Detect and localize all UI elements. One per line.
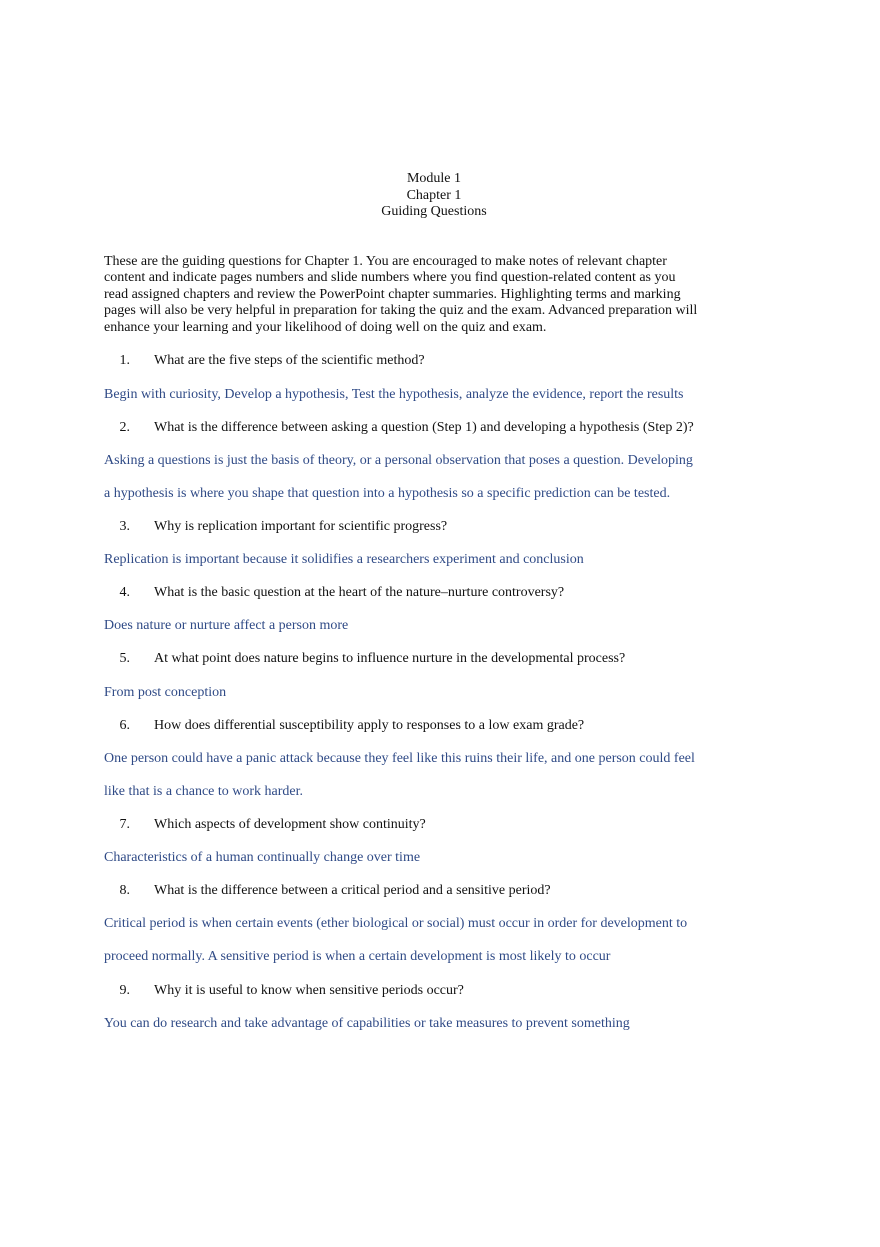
question-number: 8. — [119, 883, 130, 898]
question-text: At what point does nature begins to influence nurture in the developmental process? — [154, 651, 626, 666]
question-text: Why it is useful to know when sensitive periods occur? — [154, 983, 464, 998]
question-9 — [104, 982, 744, 1000]
question-number: 3. — [119, 519, 130, 534]
question-7 — [104, 816, 744, 834]
answer-9: You can do research and take advantage of capabilities or take measures to prevent something — [104, 1016, 630, 1031]
question-text: What is the difference between a critical period and a sensitive period? — [154, 883, 551, 898]
question-1 — [104, 352, 744, 370]
question-text: Which aspects of development show continuity? — [154, 817, 426, 832]
question-number: 1. — [119, 353, 130, 368]
question-text: How does differential susceptibility apply to responses to a low exam grade? — [154, 718, 585, 733]
question-8 — [104, 882, 744, 900]
question-5 — [104, 650, 744, 668]
question-2 — [104, 419, 744, 437]
answer-6-line-1: One person could have a panic attack because they feel like this ruins their life, and one person could feel — [104, 751, 695, 766]
answer-3: Replication is important because it solidifies a researchers experiment and conclusion — [104, 552, 584, 567]
answer-5: From post conception — [104, 685, 227, 700]
document-header — [0, 171, 868, 221]
question-text: Why is replication important for scientific progress? — [154, 519, 448, 534]
intro-line: read assigned chapters and review the PowerPoint chapter summaries. Highlighting terms and marking — [104, 286, 681, 302]
intro-line: These are the guiding questions for Chapter 1. You are encouraged to make notes of relevant chapter — [104, 254, 667, 269]
answer-8-line-2: proceed normally. A sensitive period is when a certain development is most likely to occur — [104, 949, 611, 964]
question-number: 6. — [119, 718, 130, 733]
question-text: What is the basic question at the heart of the nature–nurture controversy? — [154, 585, 565, 600]
question-text: What is the difference between asking a question (Step 1) and developing a hypothesis (Step 2)? — [154, 420, 694, 435]
chapter-heading: Chapter 1 — [406, 187, 462, 203]
question-text: What are the five steps of the scientific method? — [154, 353, 425, 368]
page-title: Guiding Questions — [381, 204, 487, 219]
question-number: 4. — [119, 585, 130, 600]
answer-2-line-2: a hypothesis is where you shape that question into a hypothesis so a specific prediction can be tested. — [104, 486, 671, 501]
answer-6-line-2: like that is a chance to work harder. — [104, 784, 304, 799]
intro-line: pages will also be very helpful in preparation for taking the quiz and the exam. Advanced preparation will — [104, 303, 698, 319]
question-4 — [104, 584, 744, 602]
answer-8-line-1: Critical period is when certain events (ether biological or social) must occur in order for development to — [104, 916, 688, 931]
answer-2-line-1: Asking a questions is just the basis of theory, or a personal observation that poses a question. Developing — [104, 453, 693, 468]
question-number: 9. — [119, 983, 130, 998]
intro-line: content and indicate pages numbers and slide numbers where you find question-related content as you — [104, 270, 676, 286]
question-number: 2. — [119, 420, 130, 435]
question-number: 7. — [119, 817, 130, 832]
intro-line: enhance your learning and your likelihood of doing well on the quiz and exam. — [104, 319, 547, 335]
question-3 — [104, 518, 744, 536]
question-6 — [104, 717, 744, 735]
answer-4: Does nature or nurture affect a person more — [104, 618, 349, 633]
module-heading: Module 1 — [406, 171, 462, 186]
question-number: 5. — [119, 651, 130, 666]
answer-1: Begin with curiosity, Develop a hypothesis, Test the hypothesis, analyze the evidence, report the results — [104, 387, 684, 402]
answer-7: Characteristics of a human continually change over time — [104, 850, 421, 865]
intro-paragraph — [104, 254, 724, 336]
